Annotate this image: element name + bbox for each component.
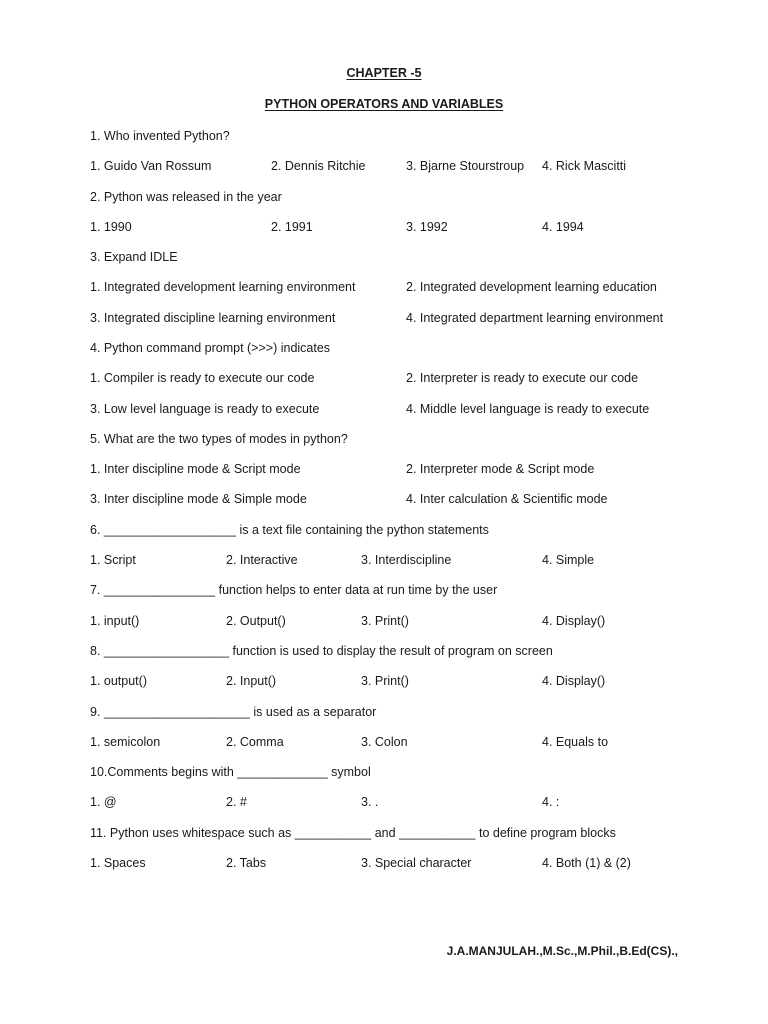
q7-option-2: 2. Output(): [226, 614, 286, 628]
q11-option-1: 1. Spaces: [90, 856, 146, 870]
q10-option-3: 3. .: [361, 795, 379, 809]
q3-option-3: 3. Integrated discipline learning environment: [90, 311, 336, 325]
q5-option-4: 4. Inter calculation & Scientific mode: [406, 492, 608, 506]
q6-option-3: 3. Interdiscipline: [361, 553, 452, 567]
q9-option-2: 2. Comma: [226, 735, 284, 749]
question-2: 2. Python was released in the year: [90, 190, 282, 204]
q7-option-4: 4. Display(): [542, 614, 606, 628]
page-title-text: PYTHON OPERATORS AND VARIABLES: [264, 97, 504, 111]
q11-option-3: 3. Special character: [361, 856, 472, 870]
q10-option-1: 1. @: [90, 795, 117, 809]
q8-option-4: 4. Display(): [542, 674, 606, 688]
q5-option-1: 1. Inter discipline mode & Script mode: [90, 462, 301, 476]
q10-option-4: 4. :: [542, 795, 560, 809]
q7-option-1: 1. input(): [90, 614, 140, 628]
q1-option-1: 1. Guido Van Rossum: [90, 159, 212, 173]
q3-option-2: 2. Integrated development learning education: [406, 280, 657, 294]
q4-option-3: 3. Low level language is ready to execute: [90, 402, 320, 416]
question-9: 9. _____________________ is used as a separator: [90, 705, 377, 719]
q3-option-4: 4. Integrated department learning environment: [406, 311, 664, 325]
q7-option-3: 3. Print(): [361, 614, 409, 628]
question-11: 11. Python uses whitespace such as ___________ and ___________ to define program blocks: [90, 826, 616, 840]
q11-option-2: 2. Tabs: [226, 856, 267, 870]
q1-option-3: 3. Bjarne Stourstroup: [406, 159, 525, 173]
q6-option-2: 2. Interactive: [226, 553, 298, 567]
q1-option-2: 2. Dennis Ritchie: [271, 159, 366, 173]
page-title: [0, 97, 768, 111]
chapter-heading: [0, 66, 768, 80]
q5-option-3: 3. Inter discipline mode & Simple mode: [90, 492, 307, 506]
q11-option-4: 4. Both (1) & (2): [542, 856, 631, 870]
q4-option-1: 1. Compiler is ready to execute our code: [90, 371, 315, 385]
q8-option-1: 1. output(): [90, 674, 147, 688]
q2-option-3: 3. 1992: [406, 220, 448, 234]
q2-option-4: 4. 1994: [542, 220, 584, 234]
q1-option-4: 4. Rick Mascitti: [542, 159, 627, 173]
q6-option-1: 1. Script: [90, 553, 136, 567]
q5-option-2: 2. Interpreter mode & Script mode: [406, 462, 595, 476]
chapter-heading-text: CHAPTER -5: [346, 66, 422, 80]
q4-option-2: 2. Interpreter is ready to execute our code: [406, 371, 639, 385]
q9-option-1: 1. semicolon: [90, 735, 161, 749]
q2-option-2: 2. 1991: [271, 220, 313, 234]
question-8: 8. __________________ function is used to display the result of program on screen: [90, 644, 553, 658]
q9-option-4: 4. Equals to: [542, 735, 609, 749]
question-6: 6. ___________________ is a text file containing the python statements: [90, 523, 489, 537]
question-7: 7. ________________ function helps to enter data at run time by the user: [90, 583, 498, 597]
q10-option-2: 2. #: [226, 795, 247, 809]
q9-option-3: 3. Colon: [361, 735, 408, 749]
q2-option-1: 1. 1990: [90, 220, 132, 234]
q8-option-2: 2. Input(): [226, 674, 277, 688]
question-4: 4. Python command prompt (>>>) indicates: [90, 341, 331, 355]
question-5: 5. What are the two types of modes in python?: [90, 432, 348, 446]
question-10: 10.Comments begins with _____________ symbol: [90, 765, 371, 779]
question-1: 1. Who invented Python?: [90, 129, 230, 143]
q4-option-4: 4. Middle level language is ready to execute: [406, 402, 650, 416]
q8-option-3: 3. Print(): [361, 674, 409, 688]
question-3: 3. Expand IDLE: [90, 250, 178, 264]
q3-option-1: 1. Integrated development learning environment: [90, 280, 356, 294]
author-credit: J.A.MANJULAH.,M.Sc.,M.Phil.,B.Ed(CS).,: [446, 944, 678, 958]
q6-option-4: 4. Simple: [542, 553, 595, 567]
